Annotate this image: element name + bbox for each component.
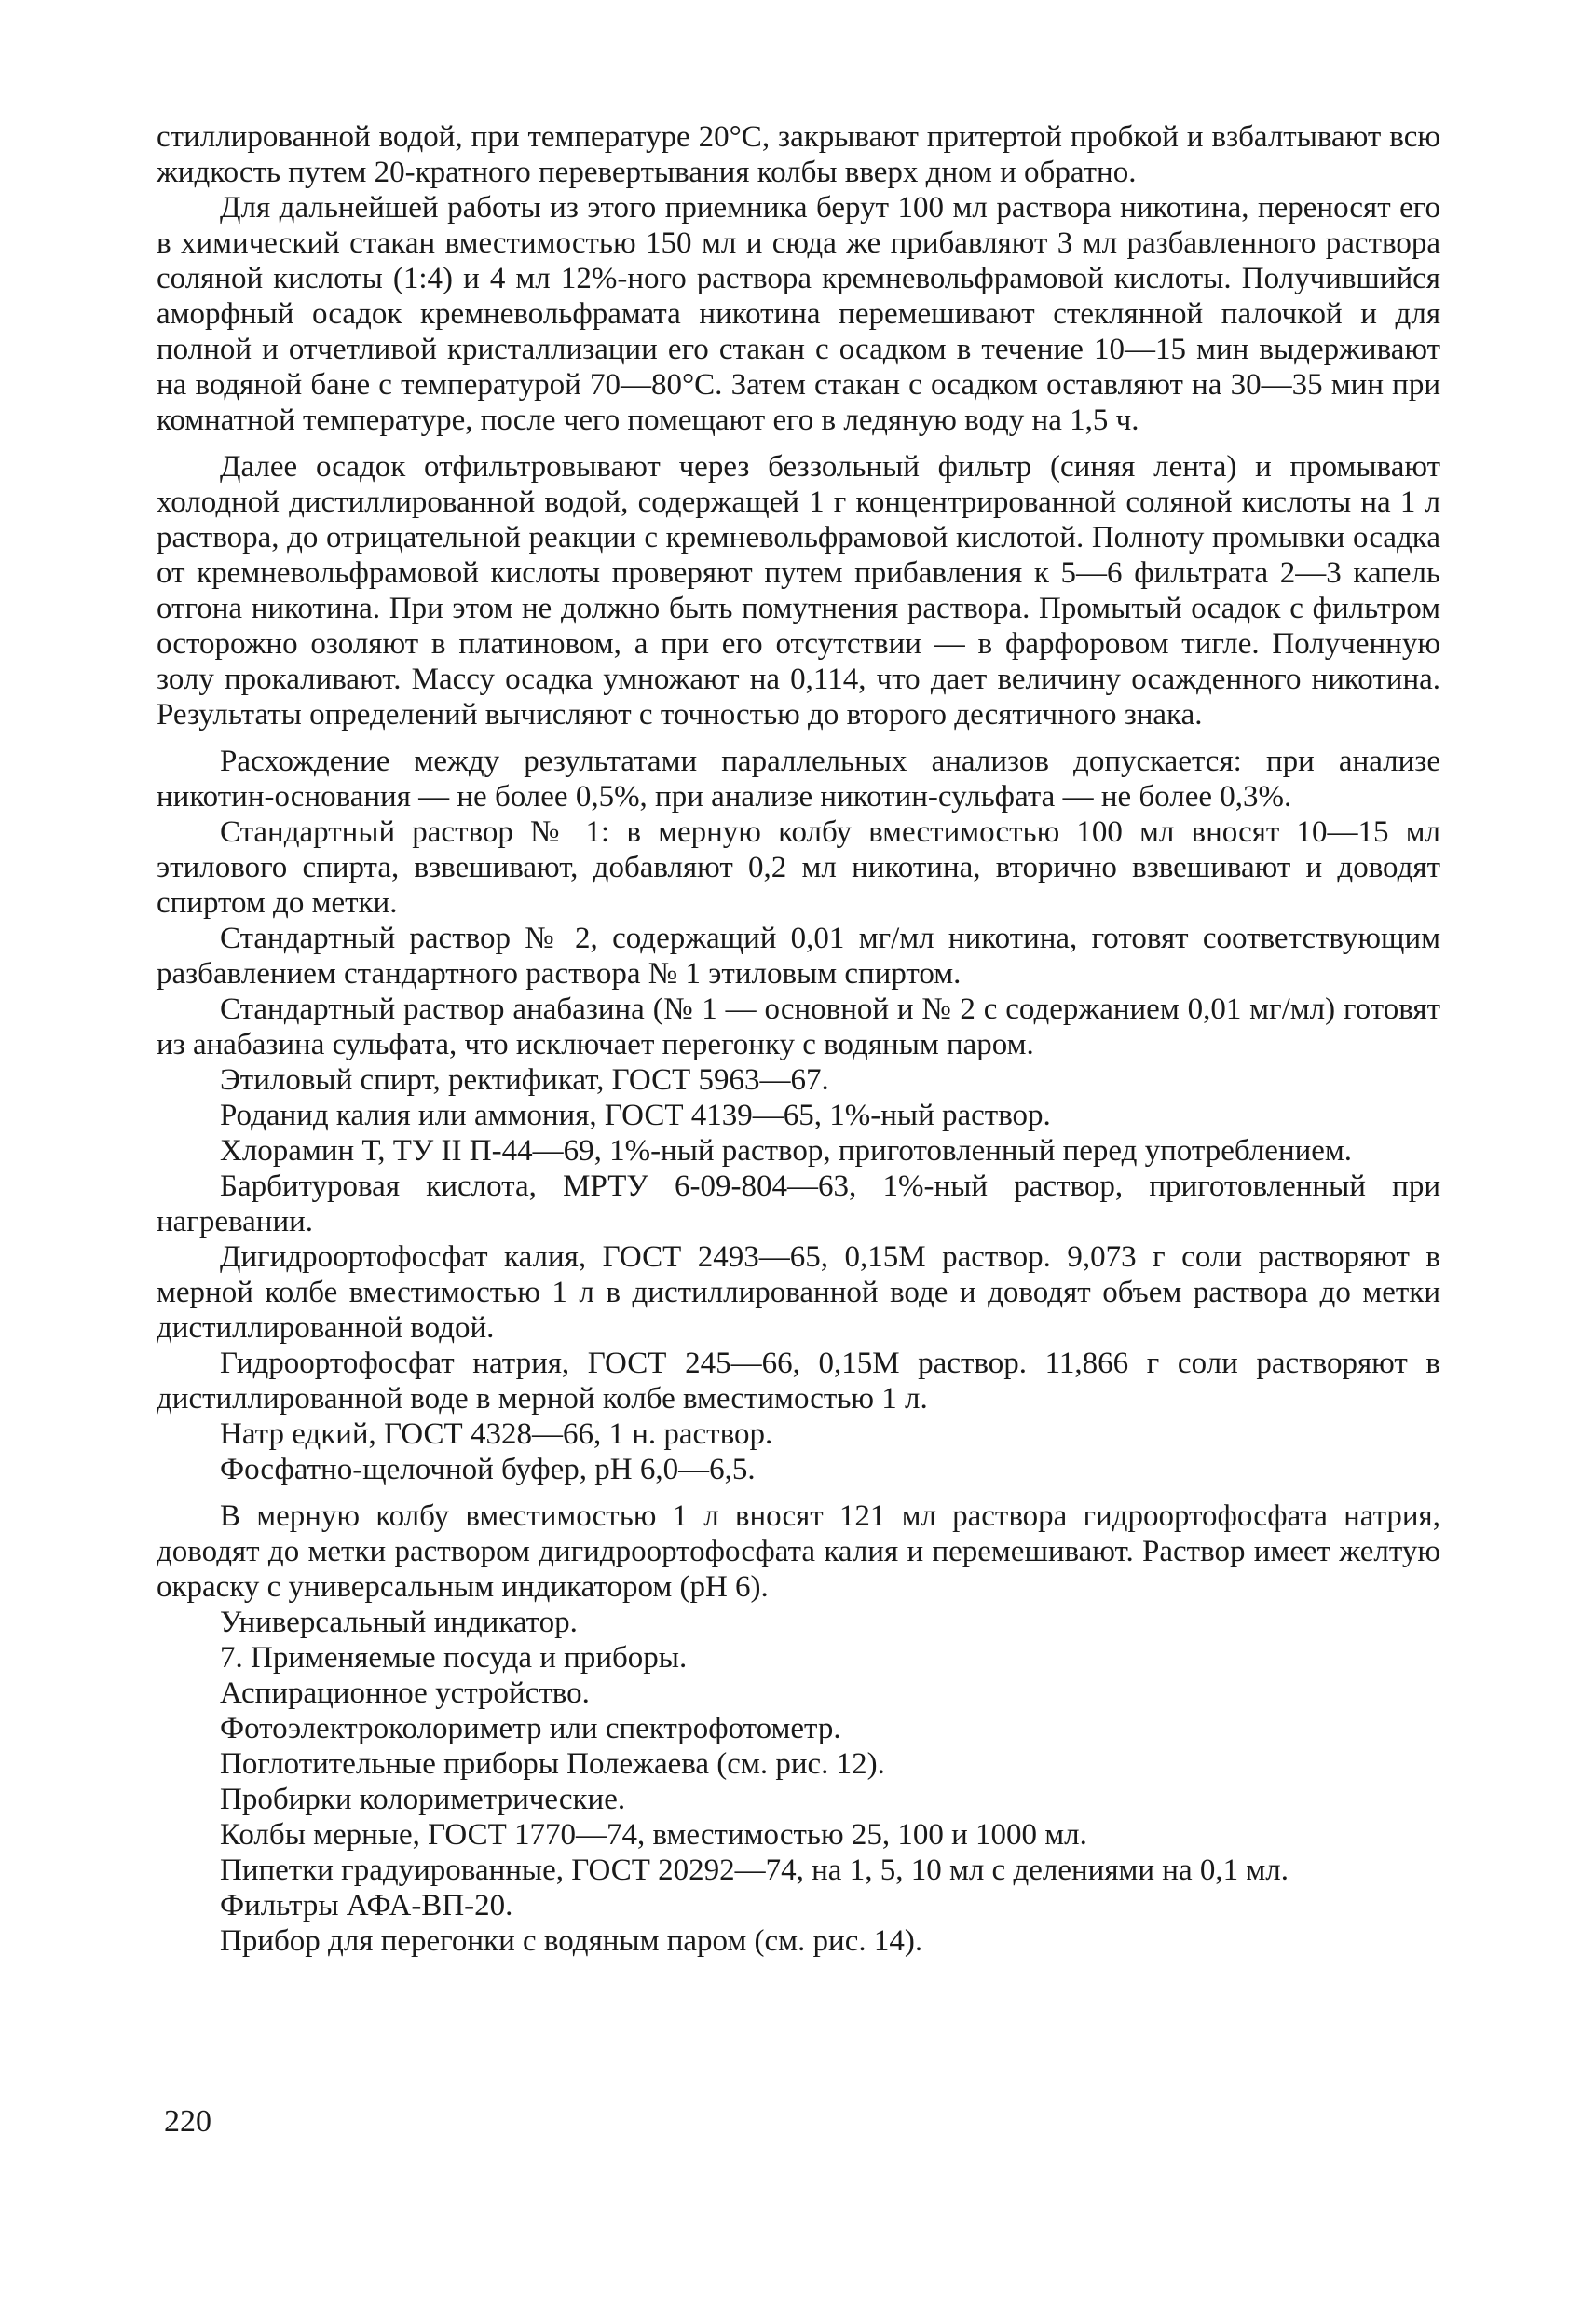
paragraph-pipettes: Пипетки градуированные, ГОСТ 20292—74, на 1, 5, 10 мл с делениями на 0,1 мл. [220,1854,1289,1887]
page-body [157,119,1440,1959]
paragraph-phosphate-buffer: Фосфатно-щелочной буфер, рН 6,0—6,5. [220,1453,756,1486]
paragraph-standard-solution-1: Стандартный раствор № 1: в мерную колбу вместимостью 100 мл вносят 10—15 мл этилового спирта, взвешивают, добавляют 0,2 мл никотина, вторично взвешивают и доводят спиртом до метки. [157,815,1440,920]
paragraph-sodium-hydrophosphate: Гидроортофосфат натрия, ГОСТ 245—66, 0,15М раствор. 11,866 г соли растворяют в дистиллированной воде в мерной колбе вместимостью 1 л. [157,1347,1440,1416]
paragraph-potassium-dihydrophosphate: Дигидроортофосфат калия, ГОСТ 2493—65, 0,15М раствор. 9,073 г соли растворяют в мерной колбе вместимостью 1 л в дистиллированной воде и доводят объем раствора до метки дистиллированной водой. [157,1240,1440,1345]
paragraph-continuation: стиллированной водой, при температуре 20°С, закрывают притертой пробкой и взбалтывают всю жидкость путем 20-кратного перевертывания колбы вверх дном и обратно. [157,120,1440,189]
paragraph-barbituric-acid: Барбитуровая кислота, МРТУ 6-09-804—63, 1%-ный раствор, приготовленный при нагревании. [157,1170,1440,1238]
paragraph-rhodanide: Роданид калия или аммония, ГОСТ 4139—65, 1%-ный раствор. [220,1099,1051,1132]
paragraph-caustic-soda: Натр едкий, ГОСТ 4328—66, 1 н. раствор. [220,1417,773,1451]
paragraph-chloramine: Хлорамин Т, ТУ II П-44—69, 1%-ный раствор, приготовленный перед употреблением. [220,1134,1353,1168]
paragraph-standard-solution-2: Стандартный раствор № 2, содержащий 0,01 мг/мл никотина, готовят соответствующим разбавлением стандартного раствора № 1 этиловым спиртом. [157,922,1440,991]
paragraph-test-tubes: Пробирки колориметрические. [220,1783,626,1816]
paragraph-universal-indicator: Универсальный индикатор. [220,1606,578,1639]
paragraph-absorption-devices: Поглотительные приборы Полежаева (см. рис. 12). [220,1747,885,1781]
page-number: 220 [164,2104,211,2139]
paragraph-ethyl-alcohol: Этиловый спирт, ректификат, ГОСТ 5963—67. [220,1063,829,1097]
section-heading-equipment: 7. Применяемые посуда и приборы. [220,1641,688,1675]
paragraph-aspiration-device: Аспирационное устройство. [220,1676,590,1710]
paragraph-tolerance: Расхождение между результатами параллельных анализов допускается: при анализе никотин-основания — не более 0,5%, при анализе никотин-сульфата — не более 0,3%. [157,745,1440,814]
paragraph-filtration: Далее осадок отфильтровывают через беззольный фильтр (синяя лента) и промывают холодной дистиллированной водой, содержащей 1 г концентрированной соляной кислоты на 1 л раствора, до отрицательной реакции с кремневольфрамовой кислотой. Полноту промывки осадка от кремневольфрамовой кислоты проверяют путем прибавления к 5—6 фильтрата 2—3 капель отгона никотина. При этом не должно быть помутнения раствора. Промытый осадок с фильтром осторожно озоляют в платиновом, а при его отсутствии — в фарфоровом тигле. Полученную золу прокаливают. Массу осадка умножают на 0,114, что дает величину осажденного никотина. Результаты определений вычисляют с точностью до второго десятичного знака. [157,450,1440,732]
paragraph-photocolorimeter: Фотоэлектроколориметр или спектрофотометр. [220,1712,841,1745]
paragraph-filters: Фильтры АФА-ВП-20. [220,1889,513,1922]
paragraph-receiver-procedure: Для дальнейшей работы из этого приемника берут 100 мл раствора никотина, переносят его в химический стакан вместимостью 150 мл и сюда же прибавляют 3 мл разбавленного раствора соляной кислоты (1:4) и 4 мл 12%-ного раствора кремневольфрамовой кислоты. Получившийся аморфный осадок кремневольфрамата никотина перемешивают стеклянной палочкой и для полной и отчетливой кристаллизации его стакан с осадком в течение 10—15 мин выдерживают на водяной бане с температурой 70—80°С. Затем стакан с осадком оставляют на 30—35 мин при комнатной температуре, после чего помещают его в ледяную воду на 1,5 ч. [157,191,1440,437]
paragraph-volumetric-flasks: Колбы мерные, ГОСТ 1770—74, вместимостью 25, 100 и 1000 мл. [220,1818,1087,1852]
paragraph-buffer-preparation: В мерную колбу вместимостью 1 л вносят 121 мл раствора гидроортофосфата натрия, доводят до метки раствором дигидроортофосфата калия и перемешивают. Раствор имеет желтую окраску с универсальным индикатором (рН 6). [157,1499,1440,1604]
paragraph-steam-distillation-device: Прибор для перегонки с водяным паром (см. рис. 14). [220,1924,923,1958]
paragraph-anabasine-standard: Стандартный раствор анабазина (№ 1 — основной и № 2 с содержанием 0,01 мг/мл) готовят из анабазина сульфата, что исключает перегонку с водяным паром. [157,992,1440,1061]
